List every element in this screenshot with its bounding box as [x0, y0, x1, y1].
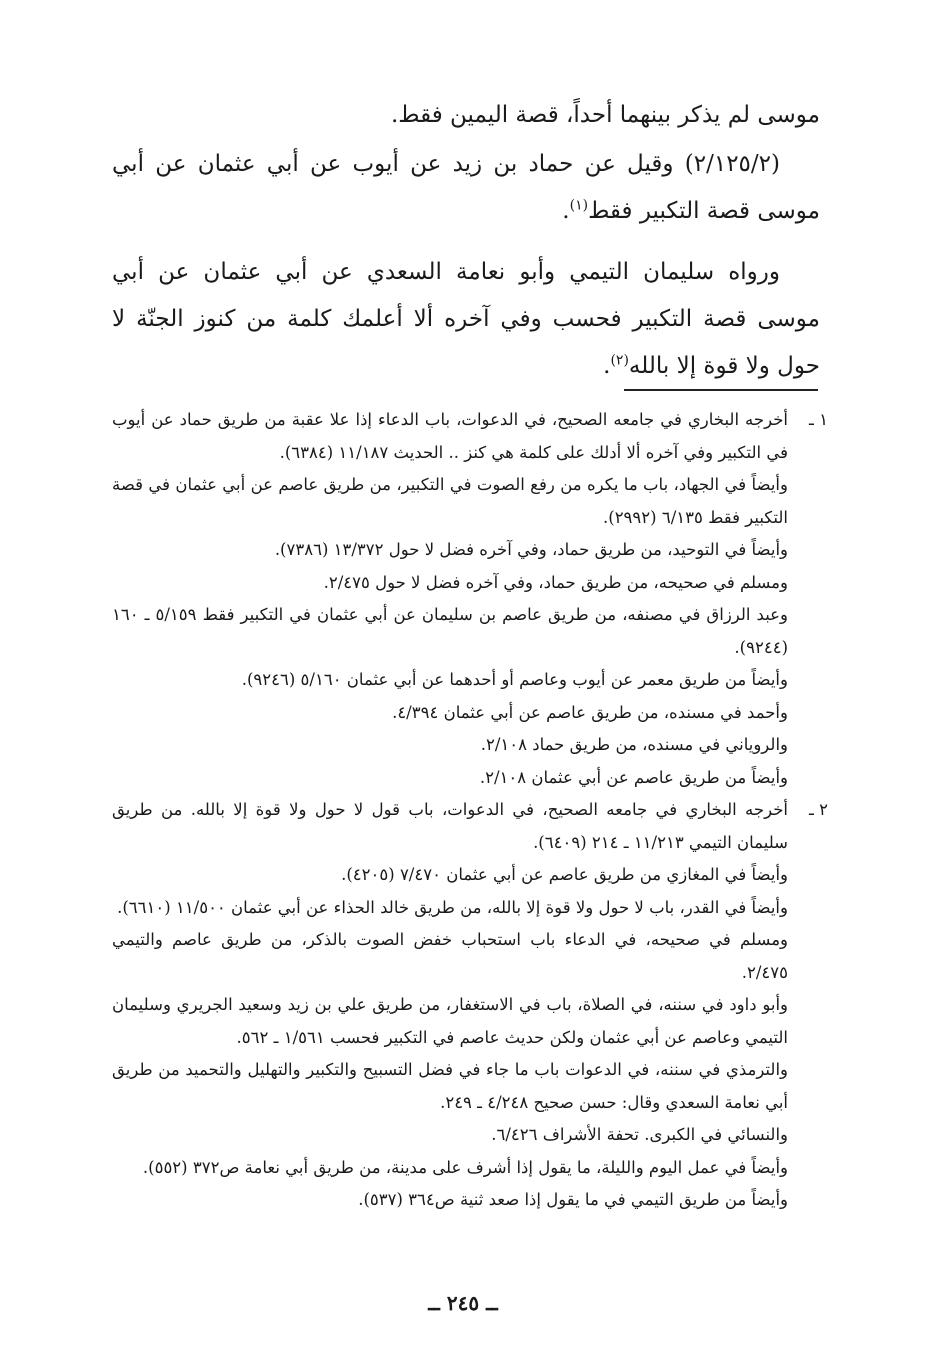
- footnote-ref-2: (٢): [610, 352, 629, 369]
- footnote-line: وأيضاً في التوحيد، من طريق حماد، وفي آخره فضل لا حول ١٣/٣٧٢ (٧٣٨٦).: [274, 540, 788, 559]
- footnote-line: وأيضاً في المغازي من طريق عاصم عن أبي عثمان ٧/٤٧٠ (٤٢٠٥).: [341, 865, 788, 884]
- footnote-line: وأيضاً من طريق عاصم عن أبي عثمان ٢/١٠٨.: [479, 767, 788, 787]
- paragraph-2-end: .: [562, 198, 570, 224]
- paragraph-2: [112, 141, 820, 235]
- footnote-line: ومسلم في صحيحه، من طريق حماد، وفي آخره فضل لا حول ٢/٤٧٥.: [323, 572, 788, 592]
- paragraph-3-text: ورواه سليمان التيمي وأبو نعامة السعدي عن أبي عثمان عن أبي موسى قصة التكبير فحسب وفي آخره ألا أعلمك كلمة من كنوز الجنّة لا حول ولا قوة إلا بالله: [112, 259, 820, 379]
- footnote-line: والنسائي في الكبرى. تحفة الأشراف ٦/٤٢٦.: [491, 1125, 788, 1144]
- footnote-line: أخرجه البخاري في جامعه الصحيح، في الدعوات، باب قول لا حول ولا قوة إلا بالله. من طريق سليمان التيمي ١١/٢١٣ ـ ٢١٤ (٦٤٠٩).: [112, 800, 788, 852]
- footnote-line: وأبو داود في سننه، في الصلاة، باب في الاستغفار، من طريق علي بن زيد وسعيد الجريري وسليمان التيمي وعاصم عن أبي عثمان ولكن حديث عاصم في التكبير فحسب ١/٥٦١ ـ ٥٦٢.: [112, 995, 788, 1047]
- paragraph-3-end: .: [603, 353, 611, 379]
- footnote-line: وأيضاً في الجهاد، باب ما يكره من رفع الصوت في التكبير، من طريق عاصم عن أبي عثمان في قصة التكبير فقط ٦/١٣٥ (٢٩٩٢).: [112, 475, 788, 527]
- footnote-number: ٢ ـ: [809, 800, 828, 819]
- paragraph-1-text: موسى لم يذكر بينهما أحداً، قصة اليمين فقط.: [390, 102, 820, 128]
- paragraph-1: [112, 92, 820, 139]
- footnote-1: [112, 404, 828, 794]
- footnote-line: وعبد الرزاق في مصنفه، من طريق عاصم بن سليمان عن أبي عثمان في التكبير فقط ٥/١٥٩ ـ ١٦٠ (٩٢٤٤).: [112, 605, 788, 657]
- footnote-line: أخرجه البخاري في جامعه الصحيح، في الدعوات، باب الدعاء إذا علا عقبة من طريق حماد عن أيوب في التكبير وفي آخره ألا أدلك على كلمة هي كنز .. الحديث ١١/١٨٧ (٦٣٨٤).: [112, 410, 788, 462]
- footnote-line: وأيضاً من طريق التيمي في ما يقول إذا صعد ثنية ص٣٦٤ (٥٣٧).: [358, 1190, 788, 1209]
- footnote-ref-1: (١): [569, 197, 589, 214]
- footnote-separator: [624, 389, 818, 391]
- page-number: ــ ٢٤٥ ــ: [428, 1291, 498, 1315]
- footnote-2: [112, 794, 828, 1217]
- footnote-body: [112, 404, 788, 794]
- footnote-line: والترمذي في سننه، في الدعوات باب ما جاء في فضل التسبيح والتكبير والتهليل والتحميد من طريق أبي نعامة السعدي وقال: حسن صحيح ٤/٢٤٨ ـ ٢٤٩.: [112, 1060, 788, 1112]
- footnotes: [112, 404, 828, 1217]
- footnote-body: [112, 794, 788, 1217]
- footnote-line: وأيضاً في عمل اليوم والليلة، ما يقول إذا أشرف على مدينة، من طريق أبي نعامة ص٣٧٢ (٥٥٢).: [142, 1157, 788, 1177]
- footnote-line: وأحمد في مسنده، من طريق عاصم عن أبي عثمان ٤/٣٩٤.: [392, 702, 788, 722]
- footnote-number: ١ ـ: [809, 410, 828, 429]
- paragraph-2-text: (٢/١٢٥/٢) وقيل عن حماد بن زيد عن أيوب عن أبي عثمان عن أبي موسى قصة التكبير فقط: [112, 151, 820, 224]
- footnote-line: ومسلم في صحيحه، في الدعاء باب استحباب خفض الصوت بالذكر، من طريق عاصم والتيمي ٢/٤٧٥.: [112, 930, 788, 982]
- footnote-line: وأيضاً في القدر، باب لا حول ولا قوة إلا بالله، من طريق خالد الحذاء عن أبي عثمان ١١/٥٠٠ (٦٦١٠).: [117, 897, 788, 917]
- footnote-line: وأيضاً من طريق معمر عن أيوب وعاصم أو أحدهما عن أبي عثمان ٥/١٦٠ (٩٢٤٦).: [241, 670, 788, 689]
- footnote-line: والروياني في مسنده، من طريق حماد ٢/١٠٨.: [480, 735, 788, 754]
- main-text: [112, 92, 820, 404]
- paragraph-3: [112, 249, 820, 390]
